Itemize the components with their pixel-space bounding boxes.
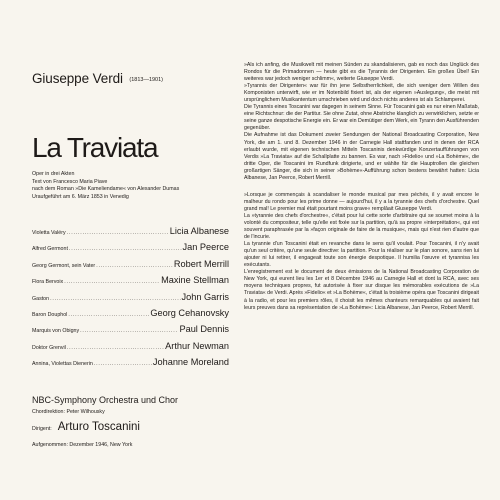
conductor-name: Arturo Toscanini xyxy=(57,421,140,433)
dot-leader xyxy=(80,328,178,334)
notes-german xyxy=(244,62,479,182)
cast-role: Baron Douphol xyxy=(32,311,68,318)
cast-singer: Georg Cehanovsky xyxy=(150,307,229,318)
paragraph: »Als ich anfing, die Musikwelt mit meinen Sünden zu skandalisieren, gab es noch das Unglück des Rondos für die Primadonnen — heute gibt es die Tyrannis der Dirigenten. Ein großes Übel! Ein weiteres war jedoch weniger schlimm«, weiterte Giuseppe Verdi. xyxy=(244,62,479,83)
cast-singer: Licia Albanese xyxy=(169,226,229,236)
orchestra: NBC-Symphony Orchestra und Chor xyxy=(32,395,179,405)
cast-role: Alfred Germont xyxy=(32,246,68,253)
composer-years: (1813—1901) xyxy=(129,77,164,83)
cast-role: Flora Bervoix xyxy=(32,279,64,286)
notes-french xyxy=(244,192,479,312)
cast-role: Annina, Violettas Dienerin xyxy=(32,361,93,368)
cast-role: Marquis von Obigny xyxy=(32,328,80,335)
paragraph: La tyrannie d'un Toscanini était en revanche dans le sens qu'il voulait. Pour Toscanini, il n'y avait qu'un seul critère, qu'une seule directive: la partition. Pour la réaliser sur le plan sonore, sans rien lui ajouter ni lui retirer, il engageait toute son énergie despotique. Il humilia l'œuvre et tyrannisa les exécutants. xyxy=(244,241,479,269)
info-line: Uraufgeführt am 6. März 1853 in Venedig xyxy=(32,193,129,200)
cast-row xyxy=(32,292,237,308)
cast-row xyxy=(32,259,237,275)
cast-singer: Paul Dennis xyxy=(179,324,229,335)
cast-row xyxy=(32,308,237,324)
composer-name: Giuseppe Verdi xyxy=(32,71,123,86)
opera-info xyxy=(32,171,179,201)
cast-singer: Arthur Newman xyxy=(165,340,229,351)
cast-row xyxy=(32,275,237,291)
dot-leader xyxy=(69,246,182,252)
left-column xyxy=(32,0,237,500)
cast-role: Doktor Grenvil xyxy=(32,344,66,351)
paragraph: »Tyrannis der Dirigenten« war für ihn jene Selbstherrlichkeit, die sich weniger dem Willen des Komponisten unterwirft, wie er im Notenbild fixiert ist, als der eigenen »Auslegung«, die meist mit ursprünglichem Musikantentum umschrieben wird und doch nichts anderes ist als Schlamperei. xyxy=(244,83,479,104)
info-line: Text von Francesco Maria Piave xyxy=(32,178,108,185)
cast-list xyxy=(32,226,237,374)
info-line: nach dem Roman »Die Kameliendame« von Alexander Dumas xyxy=(32,186,180,193)
cast-role: Gaston xyxy=(32,295,50,302)
dot-leader xyxy=(67,230,169,236)
dot-leader xyxy=(96,263,173,269)
recording-info: Aufgenommen: Dezember 1946, New York xyxy=(32,442,133,448)
conductor-label: Dirigent: xyxy=(32,426,52,432)
dot-leader xyxy=(94,361,152,367)
dot-leader xyxy=(50,296,180,302)
conductor-line xyxy=(32,421,140,433)
cast-singer: Johanne Moreland xyxy=(152,357,229,368)
cast-row xyxy=(32,242,237,258)
cast-role: Violetta Valéry xyxy=(32,230,66,236)
liner-notes xyxy=(244,62,479,312)
dot-leader xyxy=(67,345,164,351)
paragraph: La »tyrannie des chefs d'orchestre«, c'était pour lui cette sorte d'arbitraire qui se soumet moins à la volonté du compositeur, telle qu'elle est fixée sur la partition, qu'à sa propre »interprétation«, qui est souvent paraphrasée par la »façon originale de faire de la musique«, mais qui n'est rien d'autre que de l'incurie. xyxy=(244,212,479,241)
info-line: Oper in drei Akten xyxy=(32,171,75,177)
chorus-master: Chordirektion: Peter Wilhousky xyxy=(32,409,105,415)
paragraph: Die Aufnahme ist das Dokument zweier Sendungen der National Broadcasting Corporation, New York, die am 1. und 8. Dezember 1946 in der Carnegie Hall stattfanden und in denen der RCA erlaubt wurde, mit eigenen technischen Mitteln Toscaninis denkwürdige Konzertaufführungen von Verdis »La Traviata« auf die Schallplatte zu bannen. Es war, nach »Fidelio« und »La Bohème«, die dritte Oper, die Toscanini im Rundfunk dirigierte, und er wählte für die Hauptrollen die gleichen großartigen Sänger, die sich in seiner »Bohème«-Aufführung schon bestens bewährt hatten: Licia Albanese, Jan Peerce, Robert Merrill. xyxy=(244,132,479,181)
cast-singer: John Garris xyxy=(181,291,229,302)
paragraph: L'enregistrement est le document de deux émissions de la National Broadcasting Corporation de New York, qui eurent lieu les 1er et 8 Décembre 1946 au Carnegie Hall et dont la RCA, avec ses moyens techniques propres, fut autorisée à fixer sur disque les mémorables exécutions de »La Traviata« de Verdi. Après »Fidelio« et »La Bohème«, c'était la troisième opéra que Toscanini dirigeait à la radio, et pour les premiers rôles, il choisit les mêmes chanteurs remarquables qui avaient fait leurs preuves dans sa représentation de »La Bohème«: Licia Albanese, Jan Peerce, Robert Merrill. xyxy=(244,269,479,311)
opera-title: La Traviata xyxy=(32,132,158,163)
cast-role: Georg Germont, sein Vater xyxy=(32,262,96,269)
cast-singer: Robert Merrill xyxy=(173,258,229,269)
cast-row xyxy=(32,324,237,340)
cast-row xyxy=(32,341,237,357)
cast-row xyxy=(32,226,237,242)
cast-singer: Jan Peerce xyxy=(182,242,229,253)
paragraph: »Lorsque je commençais à scandaliser le monde musical par mes péchés, il y avait encore le malheur du rondo pour les prime donne — aujourd'hui, il y a la tyrannie des chefs d'orchestre. Quel grand mal! Le premier mal était pourtant moins grave« remplâait Giuseppe Verdi. xyxy=(244,191,479,212)
dot-leader xyxy=(68,312,149,318)
cast-row xyxy=(32,357,237,373)
cast-singer: Maxine Stellman xyxy=(161,275,229,286)
paragraph: Die Tyrannis eines Toscanini war dagegen in seinem Sinne. Für Toscanini gab es nur einen Maßstab, eine Richtschnur: die der Partitur. Sie ohne Zutat, ohne Abstriche klanglich zu verwirklichen, setzte er seine ganze despotische Energie ein. Er war ein Demütiger dem Werk, ein Tyrann den Ausführenden gegenüber. xyxy=(244,104,479,132)
composer-line xyxy=(32,70,163,88)
dot-leader xyxy=(64,279,160,285)
